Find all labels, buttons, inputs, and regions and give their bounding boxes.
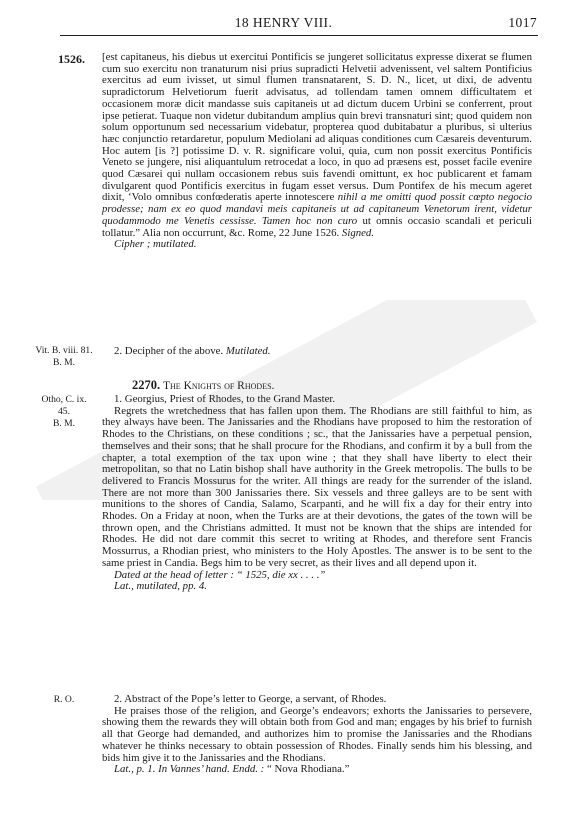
entry-number: 2270. bbox=[132, 378, 161, 392]
decipher-line bbox=[102, 346, 532, 358]
entry-2270-item-1 bbox=[102, 394, 532, 593]
item1-lat: Lat., mutilated, pp. 4. bbox=[114, 580, 207, 593]
entry-heading bbox=[132, 378, 274, 393]
item1-heading: 1. Georgius, Priest of Rhodes, to the Grand Master. bbox=[114, 393, 336, 405]
entry-title: The Knights of Rhodes. bbox=[163, 380, 275, 392]
continuation-body: [est capitaneus, his diebus ut exercitui Pontificis se jungeret sollicitatus expresse dixerat se flumen cum suo exercitu non tranaturum nisi prius supradicti Helvetii advenissent, vel saltem Pontificius exercitus ad eum ivisset, ut simul flumen transnatarent, S. D. N., licet, ut dixi, de adventu supradictorum Helvetiorum fuerit advisatus, ad tollendam tamen omnem difficultatem et occasionem moræ dicit mandasse suis capitaneis ut ad dictum ducem Urbini se conferrent, prout ipse petierat. Tuaque non videtur dubitandum amplius quin brevi transnaturi sint; quod quidem non solum opportunum sed necessarium videbatur, propterea quod dubitabatur a pluribus, si ulterius hæc conjunctio retardaretur, populum Mediolani ad aliquas conditiones cum Cæsareis deventurum. Hoc autem [is ?] potissime D. v. R. significare volui, quia, cum non possit exercitus Pontificis Veneto se jungere, nisi aliquantulum retrocedat a loco, in quo ad præsens est, posset facile evenire quod Cæsarei qui nullam occasionem rebus suis favendi omittunt, ex hoc publicarent et famam divulgarent quod Pontificis exercitus in fugam esset versus. Dum Pontifex de his mecum ageret dixit, ‘Volo omnibus confœderatis aperte innotescere bbox=[102, 51, 532, 204]
item2-lat: Lat., p. 1. In Vannes’ hand. Endd. : bbox=[114, 763, 265, 776]
margin-ref-vit: Vit. B. viii. 81. B. M. bbox=[35, 345, 93, 368]
decipher-note: Mutilated. bbox=[225, 345, 271, 357]
page-number: 1017 bbox=[508, 15, 537, 30]
continuation-text bbox=[102, 52, 532, 251]
continuation-italic-2: Tamen hoc non curo bbox=[261, 214, 358, 227]
item2-endd: “ Nova Rhodiana.” bbox=[266, 763, 350, 776]
running-head bbox=[0, 15, 567, 31]
year-margin: 1526. bbox=[58, 52, 85, 66]
cipher-note: Cipher ; mutilated. bbox=[114, 238, 197, 251]
item2-body: He praises those of the religion, and George’s endeavors; exhorts the Janissaries to persevere, showing them the rewards they will obtain both from God and man; engages by his brief to furnish all that George had demanded, and authorizes him to promise the Janissaries and the Rhodians whatever he thinks necessary to obtain possession of Rhodes. Finally sends him his blessing, and bids him give it to the Janissaries and the Rhodians. bbox=[102, 704, 532, 764]
margin-ref-otho: Otho, C. ix. 45. B. M. bbox=[41, 394, 87, 429]
signed-note: Signed. bbox=[341, 226, 375, 239]
continuation-italic-1: nihil a me omitti quod possit cœpto negocio prodesse; nam ex eo quod mandavi meis capitaneis ut ad capitaneum Venetorum irent, videtur quodammodo me Venetis cessisse. bbox=[102, 191, 532, 227]
entry-2270-item-2 bbox=[102, 694, 532, 776]
item2-lat-line bbox=[102, 764, 532, 776]
continuation-end: Alia non occurrunt, &c. Rome, 22 June 1526. bbox=[142, 226, 340, 239]
item2-heading: 2. Abstract of the Pope’s letter to George, a servant, of Rhodes. bbox=[114, 693, 387, 705]
continuation-paragraph bbox=[102, 52, 532, 239]
header-rule bbox=[60, 35, 538, 36]
margin-ref-ro: R. O. bbox=[53, 694, 75, 705]
item1-body: Regrets the wretchedness that has fallen upon them. The Rhodians are still faithful to him, as they always have been. The Janissaries and the Rhodians have proposed to him the restoration of Rhodes to the Christians, on these conditions ; sc., that the Janissaries have a perpetual pension, themselves and their sons; that he shall procure for the Rhodians, and confirm it by a bull from the chapter, a total exemption of the tax upon wine ; that they shall have liberty to elect their metropolitan, so that no Latin bishop shall have authority in the Greek metropolis. The bulls to be delivered to Francis Mossurus for the writer. All things are ready for the surrender of the island. There are not more than 300 Janissaries there. Six vessels and three galleys are to be sent with munitions to the shores of Candia, Salamo, Scarpanti, and he will fix a day for their entry into Rhodes. On a Friday at noon, when the Turks are at their devotions, the gates of the town will be thrown open, and the Christians admitted. It must not be known that the ships are intended for Rhodes. He did not dare commit this secret to writing at Rhodes, and therefore sent Francis Mossurrus, a Rhodian priest, who ministers to the Holy Apostles. The answer is to be sent to the same priest in Candia. Begs him to be very secret, as their lives and all depend upon it. bbox=[102, 404, 532, 569]
decipher-entry bbox=[102, 346, 532, 358]
item1-dated: Dated at the head of letter : “ 1525, die xx . . . .” bbox=[114, 568, 326, 581]
running-title: 18 HENRY VIII. bbox=[234, 15, 333, 30]
decipher-text: 2. Decipher of the above. bbox=[114, 345, 224, 357]
continuation-plain-2: ut omnis occasio scandali et periculi tollatur.” bbox=[102, 214, 533, 239]
